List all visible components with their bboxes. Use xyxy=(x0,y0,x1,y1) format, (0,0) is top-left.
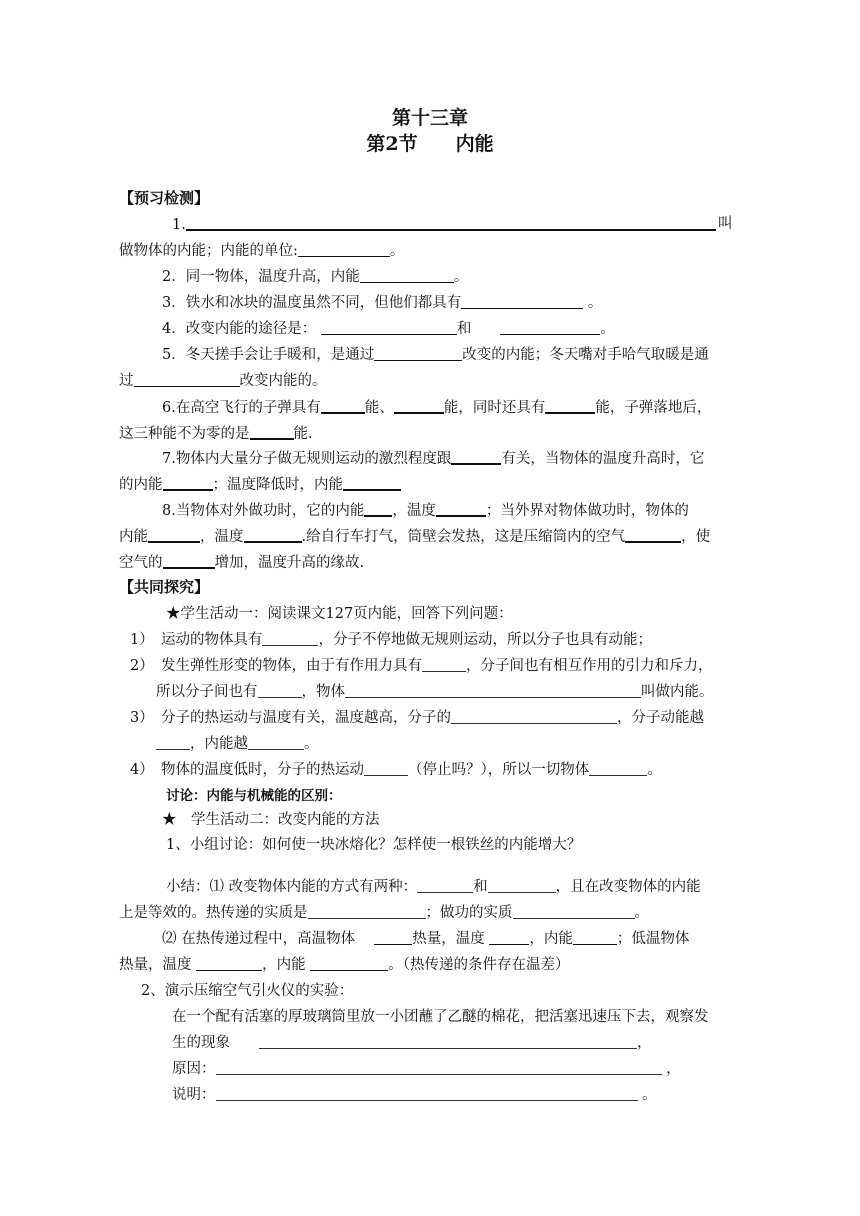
reason-line: 原因： ， xyxy=(172,1061,681,1077)
item2-blank-2[interactable] xyxy=(258,683,302,698)
q7-line1: 7.物体内大量分子做无规则运动的激烈程度跟 有关，当物体的温度升高时，它 xyxy=(162,448,704,469)
q2-blank[interactable] xyxy=(360,267,454,283)
q1-end: 叫 xyxy=(718,216,733,232)
item3-line1: 3） 分子的热运动与温度有关，温度越高，分子的 ，分子动能越 xyxy=(130,710,704,726)
explanation-line: 说明： 。 xyxy=(172,1087,657,1103)
summary2-blank-3[interactable] xyxy=(573,929,617,945)
summary2-blank-2[interactable] xyxy=(489,929,529,945)
item3-blank-3[interactable] xyxy=(248,735,304,750)
q6-blank-1[interactable] xyxy=(321,397,365,414)
q7-blank-2[interactable] xyxy=(163,474,213,491)
q8-line2: 内能 ，温度 .给自行车打气，筒壁会发热，这是压缩筒内的空气 ，使 xyxy=(119,526,710,547)
q5-blank-1[interactable] xyxy=(374,345,462,361)
q6-blank-3[interactable] xyxy=(545,397,595,414)
q4-blank-1[interactable] xyxy=(321,319,457,335)
q6-line1: 6.在高空飞行的子弹具有 能、 能，同时还具有 能，子弹落地后， xyxy=(162,397,711,418)
activity-2: ★ 学生活动二：改变内能的方法 xyxy=(162,812,380,828)
q8-line1: 8.当物体对外做功时，它的内能 ，温度 ；当外界对物体做功时，物体的 xyxy=(162,500,689,521)
summary2-line2: 热量，温度 ，内能 。（热传递的条件存在温差） xyxy=(119,957,570,973)
q3-line: 3．铁水和冰块的温度虽然不同，但他们都具有 。 xyxy=(162,295,603,311)
q8-blank-4[interactable] xyxy=(244,526,302,543)
summary1-line1: 小结：⑴ 改变物体内能的方式有两种： 和 ，且在改变物体的内能 xyxy=(166,879,701,895)
group-discussion-1: 1、小组讨论：如何使一块冰熔化？怎样使一根铁丝的内能增大？ xyxy=(166,837,582,853)
q4-blank-2[interactable] xyxy=(500,319,600,335)
experiment-line2: 生的现象 ， xyxy=(172,1035,652,1051)
q1-line1 xyxy=(172,214,716,235)
experiment-line1: 在一个配有活塞的厚玻璃筒里放一小团蘸了乙醚的棉花，把活塞迅速压下去，观察发 xyxy=(172,1009,709,1025)
summary2-blank-5[interactable] xyxy=(310,955,388,971)
q8-line3: 空气的 增加，温度升高的缘故. xyxy=(119,552,364,573)
q5-blank-2[interactable] xyxy=(134,371,240,387)
q8-blank-6[interactable] xyxy=(163,552,215,569)
summary2-line1: ⑵ 在热传递过程中，高温物体 热量，温度 ，内能 ；低温物体 xyxy=(162,931,690,947)
q8-blank-1[interactable] xyxy=(364,500,392,517)
q7-blank-3[interactable] xyxy=(343,474,401,491)
item4-blank-2[interactable] xyxy=(589,761,647,776)
section-title: 第2节 内能 xyxy=(366,133,494,155)
q5-line1: 5．冬天搓手会让手暖和，是通过 改变的内能；冬天嘴对手哈气取暖是通 xyxy=(162,347,709,363)
chapter-title: 第十三章 xyxy=(391,107,468,129)
q1-line2: 做物体的内能；内能的单位: 。 xyxy=(119,243,405,259)
discussion-prompt: 讨论：内能与机械能的区别： xyxy=(166,788,342,804)
summary1-blank-2[interactable] xyxy=(488,878,556,893)
q6-line2: 这三种能不为零的是 能. xyxy=(119,423,313,444)
item2-line1: 2） 发生弹性形变的物体，由于有作用力具有 ，分子间也有相互作用的引力和斥力， xyxy=(130,658,713,674)
q1-blank[interactable] xyxy=(186,214,716,231)
q7-blank-1[interactable] xyxy=(451,448,501,465)
summary1-blank-1[interactable] xyxy=(417,878,473,893)
q8-blank-3[interactable] xyxy=(148,526,200,543)
q2-line: 2．同一物体，温度升高，内能 。 xyxy=(162,269,469,285)
q8-blank-2[interactable] xyxy=(436,500,486,517)
q5-line2: 过 改变内能的。 xyxy=(119,373,327,389)
item2-line2: 所以分子间也有 ，物体 叫做内能。 xyxy=(156,684,714,700)
summary1-line2: 上是等效的。热传递的实质是 ；做功的实质 。 xyxy=(119,905,649,921)
summary1-blank-3[interactable] xyxy=(308,904,426,919)
item3-blank-2[interactable] xyxy=(156,735,190,750)
item2-blank-1[interactable] xyxy=(422,657,466,672)
item3-line2: ，内能越 。 xyxy=(156,734,319,754)
item1-blank[interactable] xyxy=(262,631,318,646)
q6-blank-4[interactable] xyxy=(250,423,294,440)
item4-line: 4） 物体的温度低时，分子的热运动 （停止吗？），所以一切物体 。 xyxy=(130,762,662,778)
preview-heading: 【预习检测】 xyxy=(119,189,210,207)
group-demo-2: 2、演示压缩空气引火仪的实验： xyxy=(141,983,354,999)
summary2-blank-4[interactable] xyxy=(196,955,262,971)
q1-unit-blank[interactable] xyxy=(298,241,390,257)
q4-line: 4．改变内能的途径是： 和 。 xyxy=(162,321,615,337)
reason-blank[interactable] xyxy=(216,1060,662,1075)
explore-heading: 【共同探究】 xyxy=(119,578,210,596)
q7-line2: 的内能 ；温度降低时，内能 xyxy=(119,474,401,495)
summary2-blank-1[interactable] xyxy=(374,929,412,945)
activity-1: ★学生活动一：阅读课文127页内能，回答下列问题： xyxy=(166,606,513,622)
q3-blank[interactable] xyxy=(461,293,583,309)
item1-line: 1） 运动的物体具有 ，分子不停地做无规则运动，所以分子也具有动能； xyxy=(130,632,652,648)
item3-blank-1[interactable] xyxy=(451,709,617,724)
summary1-blank-4[interactable] xyxy=(513,904,635,919)
item2-blank-3[interactable] xyxy=(345,683,641,698)
item4-blank-1[interactable] xyxy=(364,761,408,776)
explanation-blank[interactable] xyxy=(216,1086,638,1101)
q6-blank-2[interactable] xyxy=(394,397,444,414)
q8-blank-5[interactable] xyxy=(625,526,681,543)
phenomenon-blank[interactable] xyxy=(259,1034,637,1049)
q1-number: 1. xyxy=(172,217,186,233)
